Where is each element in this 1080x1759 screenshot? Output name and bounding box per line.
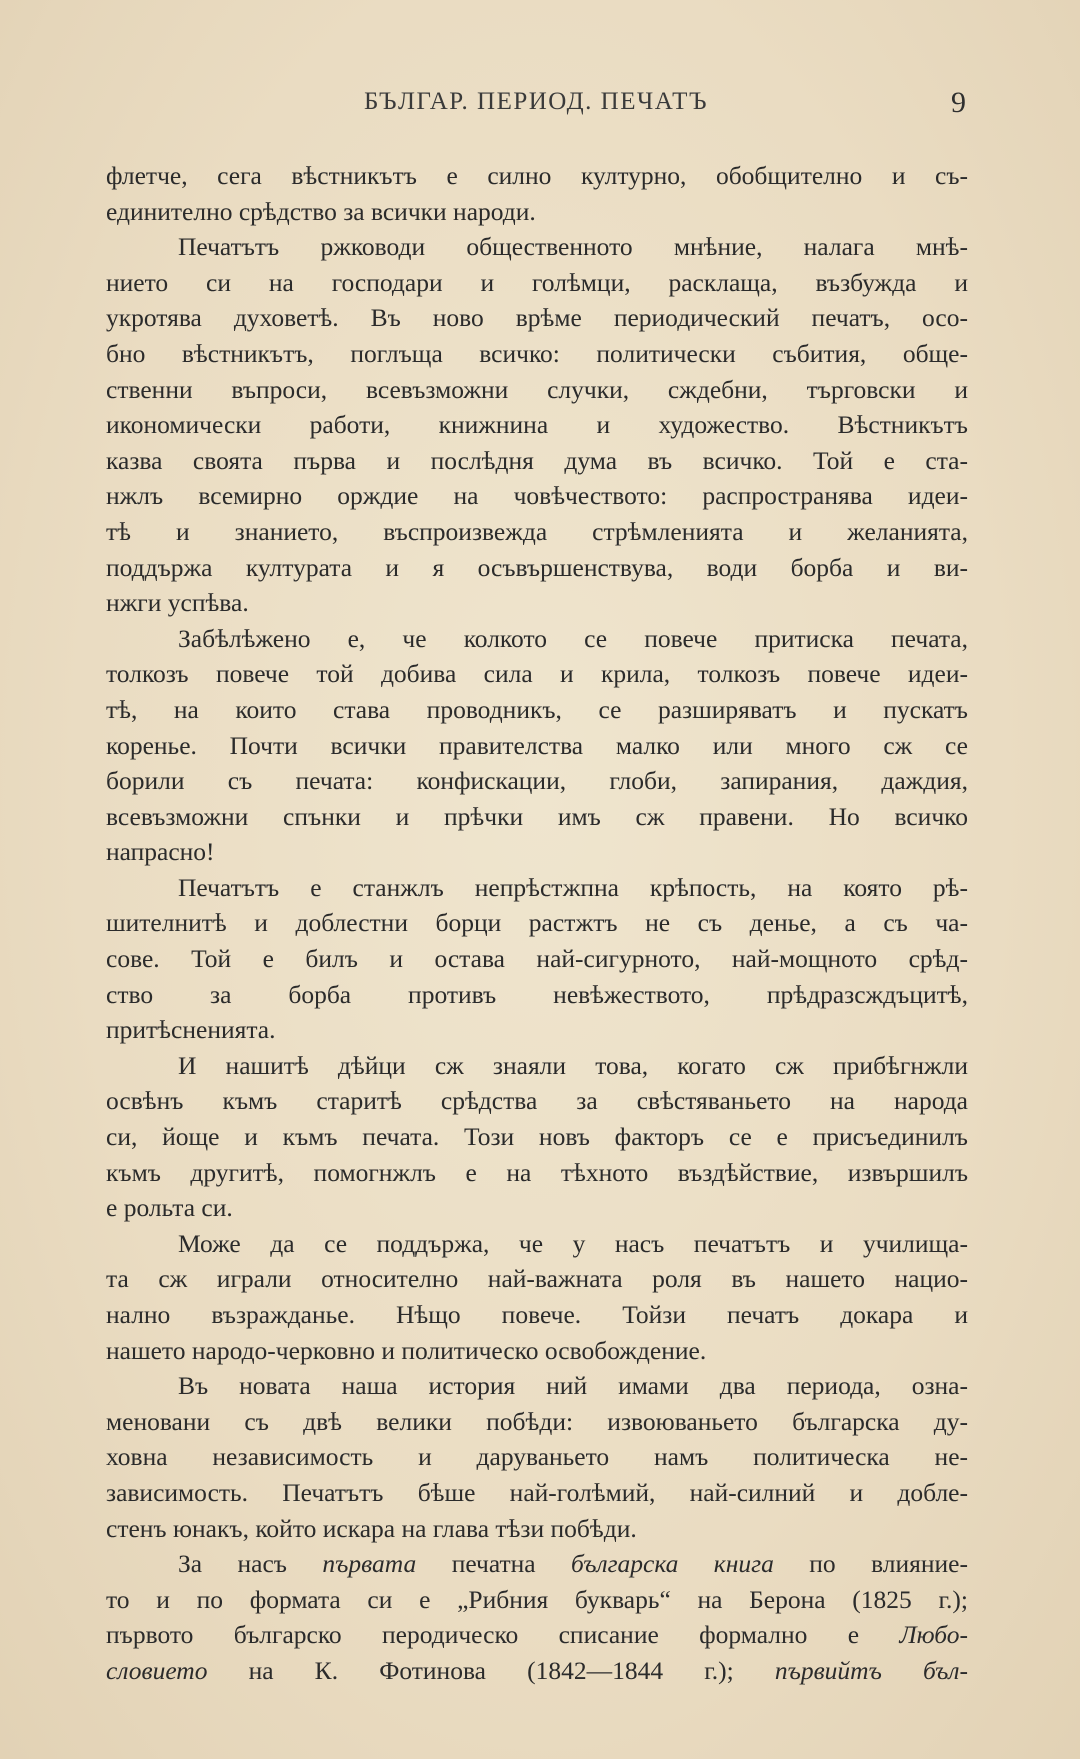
text-line	[106, 1226, 968, 1262]
text-line	[106, 728, 968, 764]
page-number: 9	[951, 86, 966, 119]
text-segment: стенъ юнакъ, който искара на глава тѣзи побѣди.	[106, 1513, 637, 1543]
text-line	[106, 1511, 968, 1547]
text-line	[106, 834, 968, 870]
text-line	[106, 1083, 968, 1119]
text-segment: Забѣлѣжено е, че колкото се повече притиска печата,	[178, 623, 968, 653]
italic-text: първийтъ бъл-	[774, 1655, 968, 1685]
text-line	[106, 621, 968, 657]
text-segment: казва своята първа и послѣдня дума въ всичко. Той е ста-	[106, 445, 968, 475]
text-line	[106, 158, 968, 194]
text-segment: първото българско перодическо списание формално е	[106, 1620, 900, 1650]
text-line	[106, 585, 968, 621]
text-segment: ховна независимость и даруваньето намъ политическа не-	[106, 1442, 968, 1472]
text-line	[106, 763, 968, 799]
text-segment: е рольта си.	[106, 1193, 233, 1223]
italic-text: Любо-	[899, 1620, 968, 1650]
text-line	[106, 870, 968, 906]
italic-text: словието	[106, 1655, 208, 1685]
text-segment: то и по формата си е „Рибния букварь“ на Берона (1825 г.);	[106, 1584, 968, 1614]
text-segment: нжлъ всемирно орждие на човѣчеството: распространява идеи-	[106, 481, 968, 511]
text-line	[106, 692, 968, 728]
text-line	[106, 1261, 968, 1297]
text-segment: на К. Фотинова (1842—1844 г.);	[207, 1655, 775, 1685]
text-segment: шителнитѣ и доблестни борци растжтъ не съ денье, а съ ча-	[106, 908, 968, 938]
text-line	[106, 1119, 968, 1155]
text-line	[106, 1653, 968, 1689]
text-segment: толкозъ повече той добива сила и крила, толкозъ повече идеи-	[106, 659, 968, 689]
italic-text: българска книга	[571, 1549, 774, 1579]
text-segment: си, йоще и къмъ печата. Този новъ факторъ се е присъединилъ	[106, 1122, 968, 1152]
text-line	[106, 1368, 968, 1404]
page-header	[106, 86, 966, 126]
text-segment: За насъ	[178, 1549, 323, 1579]
text-segment: икономически работи, книжнина и художество. Вѣстникътъ	[106, 410, 968, 440]
text-line	[106, 1475, 968, 1511]
text-segment: меновани съ двѣ велики побѣди: извоюваньето българска ду-	[106, 1406, 968, 1436]
text-segment: притѣсненията.	[106, 1015, 276, 1045]
text-segment: Печатътъ ржководи общественното мнѣние, налага мнѣ-	[178, 232, 968, 262]
text-line	[106, 977, 968, 1013]
text-line	[106, 514, 968, 550]
text-line	[106, 229, 968, 265]
text-segment: тѣ и знанието, въспроизвежда стрѣмленията и желанията,	[106, 516, 968, 546]
text-line	[106, 1546, 968, 1582]
text-line	[106, 194, 968, 230]
text-segment: зависимость. Печатътъ бѣше най-голѣмий, най-силний и добле-	[106, 1477, 968, 1507]
text-segment: тѣ, на които става проводникъ, се разширяватъ и пускатъ	[106, 694, 968, 724]
text-segment: ственни въпроси, всевъзможни случки, сждебни, търговски и	[106, 374, 968, 404]
text-segment: напрасно!	[106, 837, 215, 867]
text-line	[106, 1582, 968, 1618]
text-line	[106, 656, 968, 692]
text-line	[106, 336, 968, 372]
italic-text: първата	[322, 1549, 417, 1579]
text-line	[106, 1333, 968, 1369]
text-line	[106, 407, 968, 443]
text-segment: Въ новата наша история ний имами два периода, озна-	[178, 1371, 968, 1401]
text-line	[106, 1048, 968, 1084]
running-head: БЪЛГАР. ПЕРИОД. ПЕЧАТЪ	[363, 88, 709, 115]
text-segment: нжги успѣва.	[106, 588, 249, 618]
text-line	[106, 1297, 968, 1333]
text-segment: ство за борба противъ невѣжеството, прѣдразсждъцитѣ,	[106, 979, 968, 1009]
text-segment: бно вѣстникътъ, поглъща всичко: политически събития, обще-	[106, 338, 968, 368]
text-line	[106, 478, 968, 514]
text-line	[106, 1617, 968, 1653]
body-text	[106, 158, 968, 1689]
text-segment: Може да се поддържа, че у насъ печатътъ и училища-	[178, 1228, 968, 1258]
text-line	[106, 1155, 968, 1191]
text-segment: къмъ другитѣ, помогнжлъ е на тѣхното въздѣйствие, извършилъ	[106, 1157, 968, 1187]
text-line	[106, 550, 968, 586]
text-segment: та сж играли относително най-важната роля въ нашето нацио-	[106, 1264, 968, 1294]
text-segment: единително срѣдство за всички народи.	[106, 196, 536, 226]
text-line	[106, 300, 968, 336]
text-line	[106, 1404, 968, 1440]
text-segment: И нашитѣ дѣйци сж знаяли това, когато сж прибѣгнжли	[178, 1050, 968, 1080]
text-segment: поддържа културата и я осъвършенствува, води борба и ви-	[106, 552, 968, 582]
text-segment: печатна	[416, 1549, 572, 1579]
text-line	[106, 443, 968, 479]
text-line	[106, 265, 968, 301]
text-segment: сове. Той е билъ и остава най-сигурното, най-мощното срѣд-	[106, 944, 968, 974]
text-segment: освѣнъ къмъ старитѣ срѣдства за свѣстяваньето на народа	[106, 1086, 968, 1116]
text-segment: по влияние-	[773, 1549, 968, 1579]
text-segment: коренье. Почти всички правителства малко или много сж се	[106, 730, 968, 760]
text-segment: нашето народо-черковно и политическо освобождение.	[106, 1335, 707, 1365]
text-segment: всевъзможни спънки и прѣчки имъ сж правени. Но всичко	[106, 801, 968, 831]
text-line	[106, 1012, 968, 1048]
text-line	[106, 1190, 968, 1226]
text-line	[106, 799, 968, 835]
text-segment: нално възражданье. Нѣщо повече. Тойзи печатъ докара и	[106, 1300, 968, 1329]
text-segment: нието си на господари и голѣмци, расклаща, възбужда и	[106, 267, 968, 297]
text-segment: укротява духоветѣ. Въ ново врѣме периодический печатъ, осо-	[106, 303, 968, 333]
text-segment: Печатътъ е станжлъ непрѣстжпна крѣпость, на която рѣ-	[178, 872, 968, 902]
text-line	[106, 1439, 968, 1475]
text-line	[106, 372, 968, 408]
text-segment: флетче, сега вѣстникътъ е силно културно, обобщително и съ-	[106, 161, 968, 190]
text-segment: борили съ печата: конфискации, глоби, запирания, даждия,	[106, 766, 968, 796]
text-line	[106, 905, 968, 941]
text-line	[106, 941, 968, 977]
